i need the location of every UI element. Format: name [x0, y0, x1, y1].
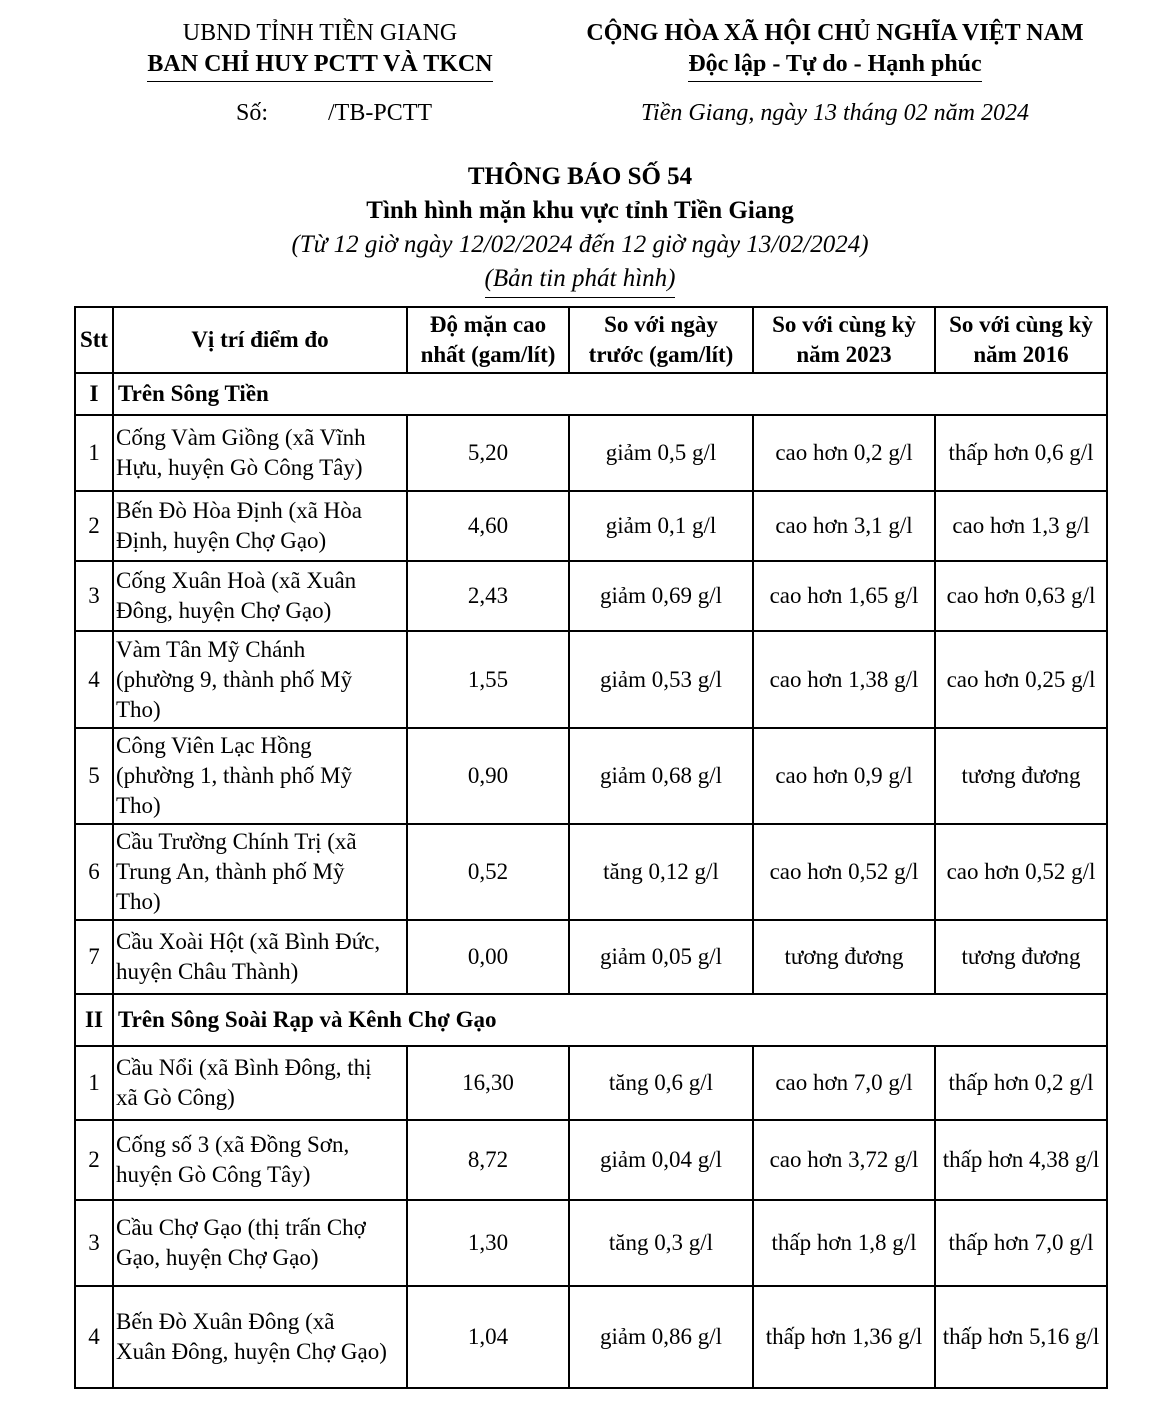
cell-vs-previous-day: giảm 0,68 g/l: [569, 728, 753, 824]
cell-vs-previous-day: giảm 0,86 g/l: [569, 1286, 753, 1388]
location-line: (phường 1, thành phố Mỹ: [116, 763, 353, 788]
cell-location: [113, 1286, 407, 1388]
cell-vs-previous-day: giảm 0,1 g/l: [569, 491, 753, 561]
cell-max-salinity: 1,04: [407, 1286, 569, 1388]
table-row: [75, 1046, 1107, 1120]
cell-max-salinity: 16,30: [407, 1046, 569, 1120]
cell-max-salinity: 1,30: [407, 1200, 569, 1286]
national-name: CỘNG HÒA XÃ HỘI CHỦ NGHĨA VIỆT NAM: [586, 20, 1084, 46]
national-motto-block: [560, 18, 1110, 82]
location-line: Bến Đò Xuân Đông (xã: [116, 1309, 335, 1334]
cell-stt: 4: [75, 1286, 113, 1388]
col-header-vs-2016: So với cùng kỳ năm 2016: [935, 307, 1107, 373]
cell-stt: 6: [75, 824, 113, 920]
location-line: Cống Xuân Hoà (xã Xuân: [116, 568, 357, 593]
cell-vs-previous-day: giảm 0,5 g/l: [569, 415, 753, 491]
cell-vs-2016: cao hơn 0,63 g/l: [935, 561, 1107, 631]
cell-location: [113, 631, 407, 728]
cell-max-salinity: 1,55: [407, 631, 569, 728]
cell-vs-2016: thấp hơn 4,38 g/l: [935, 1120, 1107, 1200]
cell-vs-2023: cao hơn 3,1 g/l: [753, 491, 935, 561]
cell-location: [113, 824, 407, 920]
cell-max-salinity: 5,20: [407, 415, 569, 491]
table-row: [75, 1200, 1107, 1286]
table-row: [75, 920, 1107, 994]
table-row: [75, 1286, 1107, 1388]
bulletin-type: (Bản tin phát hình): [485, 262, 676, 298]
cell-max-salinity: 2,43: [407, 561, 569, 631]
col-header-vs-previous-day: So với ngày trước (gam/lít): [569, 307, 753, 373]
page-title: THÔNG BÁO SỐ 54: [467, 163, 693, 190]
cell-location: [113, 561, 407, 631]
location-line: huyện Gò Công Tây): [116, 1162, 311, 1187]
cell-vs-2016: cao hơn 0,52 g/l: [935, 824, 1107, 920]
cell-vs-2016: thấp hơn 5,16 g/l: [935, 1286, 1107, 1388]
location-line: Cầu Nổi (xã Bình Đông, thị: [116, 1055, 372, 1080]
cell-stt: 4: [75, 631, 113, 728]
time-range: (Từ 12 giờ ngày 12/02/2024 đến 12 giờ ngày 13/02/2024): [291, 231, 869, 258]
cell-max-salinity: 0,52: [407, 824, 569, 920]
location-line: Hựu, huyện Gò Công Tây): [116, 455, 363, 480]
cell-vs-2016: thấp hơn 0,6 g/l: [935, 415, 1107, 491]
cell-location: [113, 728, 407, 824]
table-row: [75, 491, 1107, 561]
so-label: Số:: [236, 100, 269, 126]
location-line: huyện Châu Thành): [116, 959, 299, 984]
location-line: Cầu Trường Chính Trị (xã: [116, 829, 357, 854]
cell-vs-2023: cao hơn 3,72 g/l: [753, 1120, 935, 1200]
location-line: Đông, huyện Chợ Gạo): [116, 598, 332, 623]
section-number: I: [75, 373, 113, 415]
cell-stt: 2: [75, 491, 113, 561]
cell-location: [113, 920, 407, 994]
location-line: Bến Đò Hòa Định (xã Hòa: [116, 498, 362, 523]
cell-vs-previous-day: tăng 0,12 g/l: [569, 824, 753, 920]
cell-vs-2023: tương đương: [753, 920, 935, 994]
table-row: [75, 561, 1107, 631]
cell-vs-2016: tương đương: [935, 920, 1107, 994]
cell-vs-2016: tương đương: [935, 728, 1107, 824]
cell-vs-2016: cao hơn 1,3 g/l: [935, 491, 1107, 561]
cell-stt: 7: [75, 920, 113, 994]
cell-location: [113, 415, 407, 491]
cell-vs-previous-day: giảm 0,04 g/l: [569, 1120, 753, 1200]
col-header-max-salinity: Độ mặn cao nhất (gam/lít): [407, 307, 569, 373]
cell-vs-2023: cao hơn 0,52 g/l: [753, 824, 935, 920]
location-line: Định, huyện Chợ Gạo): [116, 528, 327, 553]
cell-vs-2023: thấp hơn 1,36 g/l: [753, 1286, 935, 1388]
location-line: xã Gò Công): [116, 1085, 235, 1110]
cell-stt: 3: [75, 561, 113, 631]
cell-stt: 3: [75, 1200, 113, 1286]
location-line: Cầu Xoài Hột (xã Bình Đức,: [116, 929, 381, 954]
table-row: [75, 728, 1107, 824]
cell-vs-previous-day: tăng 0,3 g/l: [569, 1200, 753, 1286]
cell-vs-previous-day: giảm 0,69 g/l: [569, 561, 753, 631]
location-line: Công Viên Lạc Hồng: [116, 733, 312, 758]
cell-location: [113, 1200, 407, 1286]
cell-max-salinity: 0,00: [407, 920, 569, 994]
location-line: Cống Vàm Giồng (xã Vĩnh: [116, 425, 366, 450]
cell-location: [113, 1120, 407, 1200]
subtitle: Tình hình mặn khu vực tỉnh Tiền Giang: [366, 197, 794, 224]
location-line: Tho): [116, 889, 161, 914]
location-line: Vàm Tân Mỹ Chánh: [116, 636, 306, 662]
cell-max-salinity: 0,90: [407, 728, 569, 824]
cell-vs-2023: cao hơn 1,65 g/l: [753, 561, 935, 631]
table-row: [75, 824, 1107, 920]
cell-vs-previous-day: tăng 0,6 g/l: [569, 1046, 753, 1120]
cell-max-salinity: 4,60: [407, 491, 569, 561]
so-code: /TB-PCTT: [328, 100, 433, 126]
col-header-vs-2023: So với cùng kỳ năm 2023: [753, 307, 935, 373]
location-line: Trung An, thành phố Mỹ: [116, 859, 345, 884]
cell-stt: 1: [75, 1046, 113, 1120]
cell-vs-2023: cao hơn 1,38 g/l: [753, 631, 935, 728]
table-row: [75, 1120, 1107, 1200]
salinity-table: [74, 306, 1108, 1389]
cell-max-salinity: 8,72: [407, 1120, 569, 1200]
cell-vs-2016: cao hơn 0,25 g/l: [935, 631, 1107, 728]
date-line: Tiền Giang, ngày 13 tháng 02 năm 2024: [641, 100, 1029, 126]
cell-vs-2023: cao hơn 0,9 g/l: [753, 728, 935, 824]
document-number: [236, 100, 432, 127]
cell-stt: 2: [75, 1120, 113, 1200]
motto: Độc lập - Tự do - Hạnh phúc: [688, 49, 981, 82]
table-row: [75, 415, 1107, 491]
cell-vs-2023: cao hơn 7,0 g/l: [753, 1046, 935, 1120]
section-number: II: [75, 994, 113, 1046]
section-name: Trên Sông Tiền: [113, 373, 1107, 415]
cell-vs-2016: thấp hơn 0,2 g/l: [935, 1046, 1107, 1120]
section-row: [75, 373, 1107, 415]
cell-vs-2023: cao hơn 0,2 g/l: [753, 415, 935, 491]
location-line: Cống số 3 (xã Đồng Sơn,: [116, 1132, 350, 1157]
section-name: Trên Sông Soài Rạp và Kênh Chợ Gạo: [113, 994, 1107, 1046]
cell-vs-previous-day: giảm 0,53 g/l: [569, 631, 753, 728]
col-header-location: Vị trí điểm đo: [113, 307, 407, 373]
col-header-stt: Stt: [75, 307, 113, 373]
location-line: (phường 9, thành phố Mỹ: [116, 666, 353, 692]
cell-location: [113, 491, 407, 561]
cell-stt: 1: [75, 415, 113, 491]
agency-name: BAN CHỈ HUY PCTT VÀ TKCN: [147, 49, 492, 82]
table-header-row: [75, 307, 1107, 373]
location-line: Xuân Đông, huyện Chợ Gạo): [116, 1339, 387, 1364]
issuing-agency-block: [130, 18, 510, 82]
cell-location: [113, 1046, 407, 1120]
cell-vs-previous-day: giảm 0,05 g/l: [569, 920, 753, 994]
location-line: Gạo, huyện Chợ Gạo): [116, 1245, 319, 1270]
section-row: [75, 994, 1107, 1046]
cell-stt: 5: [75, 728, 113, 824]
location-line: Tho): [116, 696, 161, 722]
table-row: [75, 631, 1107, 728]
location-line: Cầu Chợ Gạo (thị trấn Chợ: [116, 1215, 366, 1240]
location-line: Tho): [116, 793, 161, 818]
title-block: [0, 160, 1160, 298]
cell-vs-2023: thấp hơn 1,8 g/l: [753, 1200, 935, 1286]
agency-parent: UBND TỈNH TIỀN GIANG: [182, 20, 458, 46]
cell-vs-2016: thấp hơn 7,0 g/l: [935, 1200, 1107, 1286]
